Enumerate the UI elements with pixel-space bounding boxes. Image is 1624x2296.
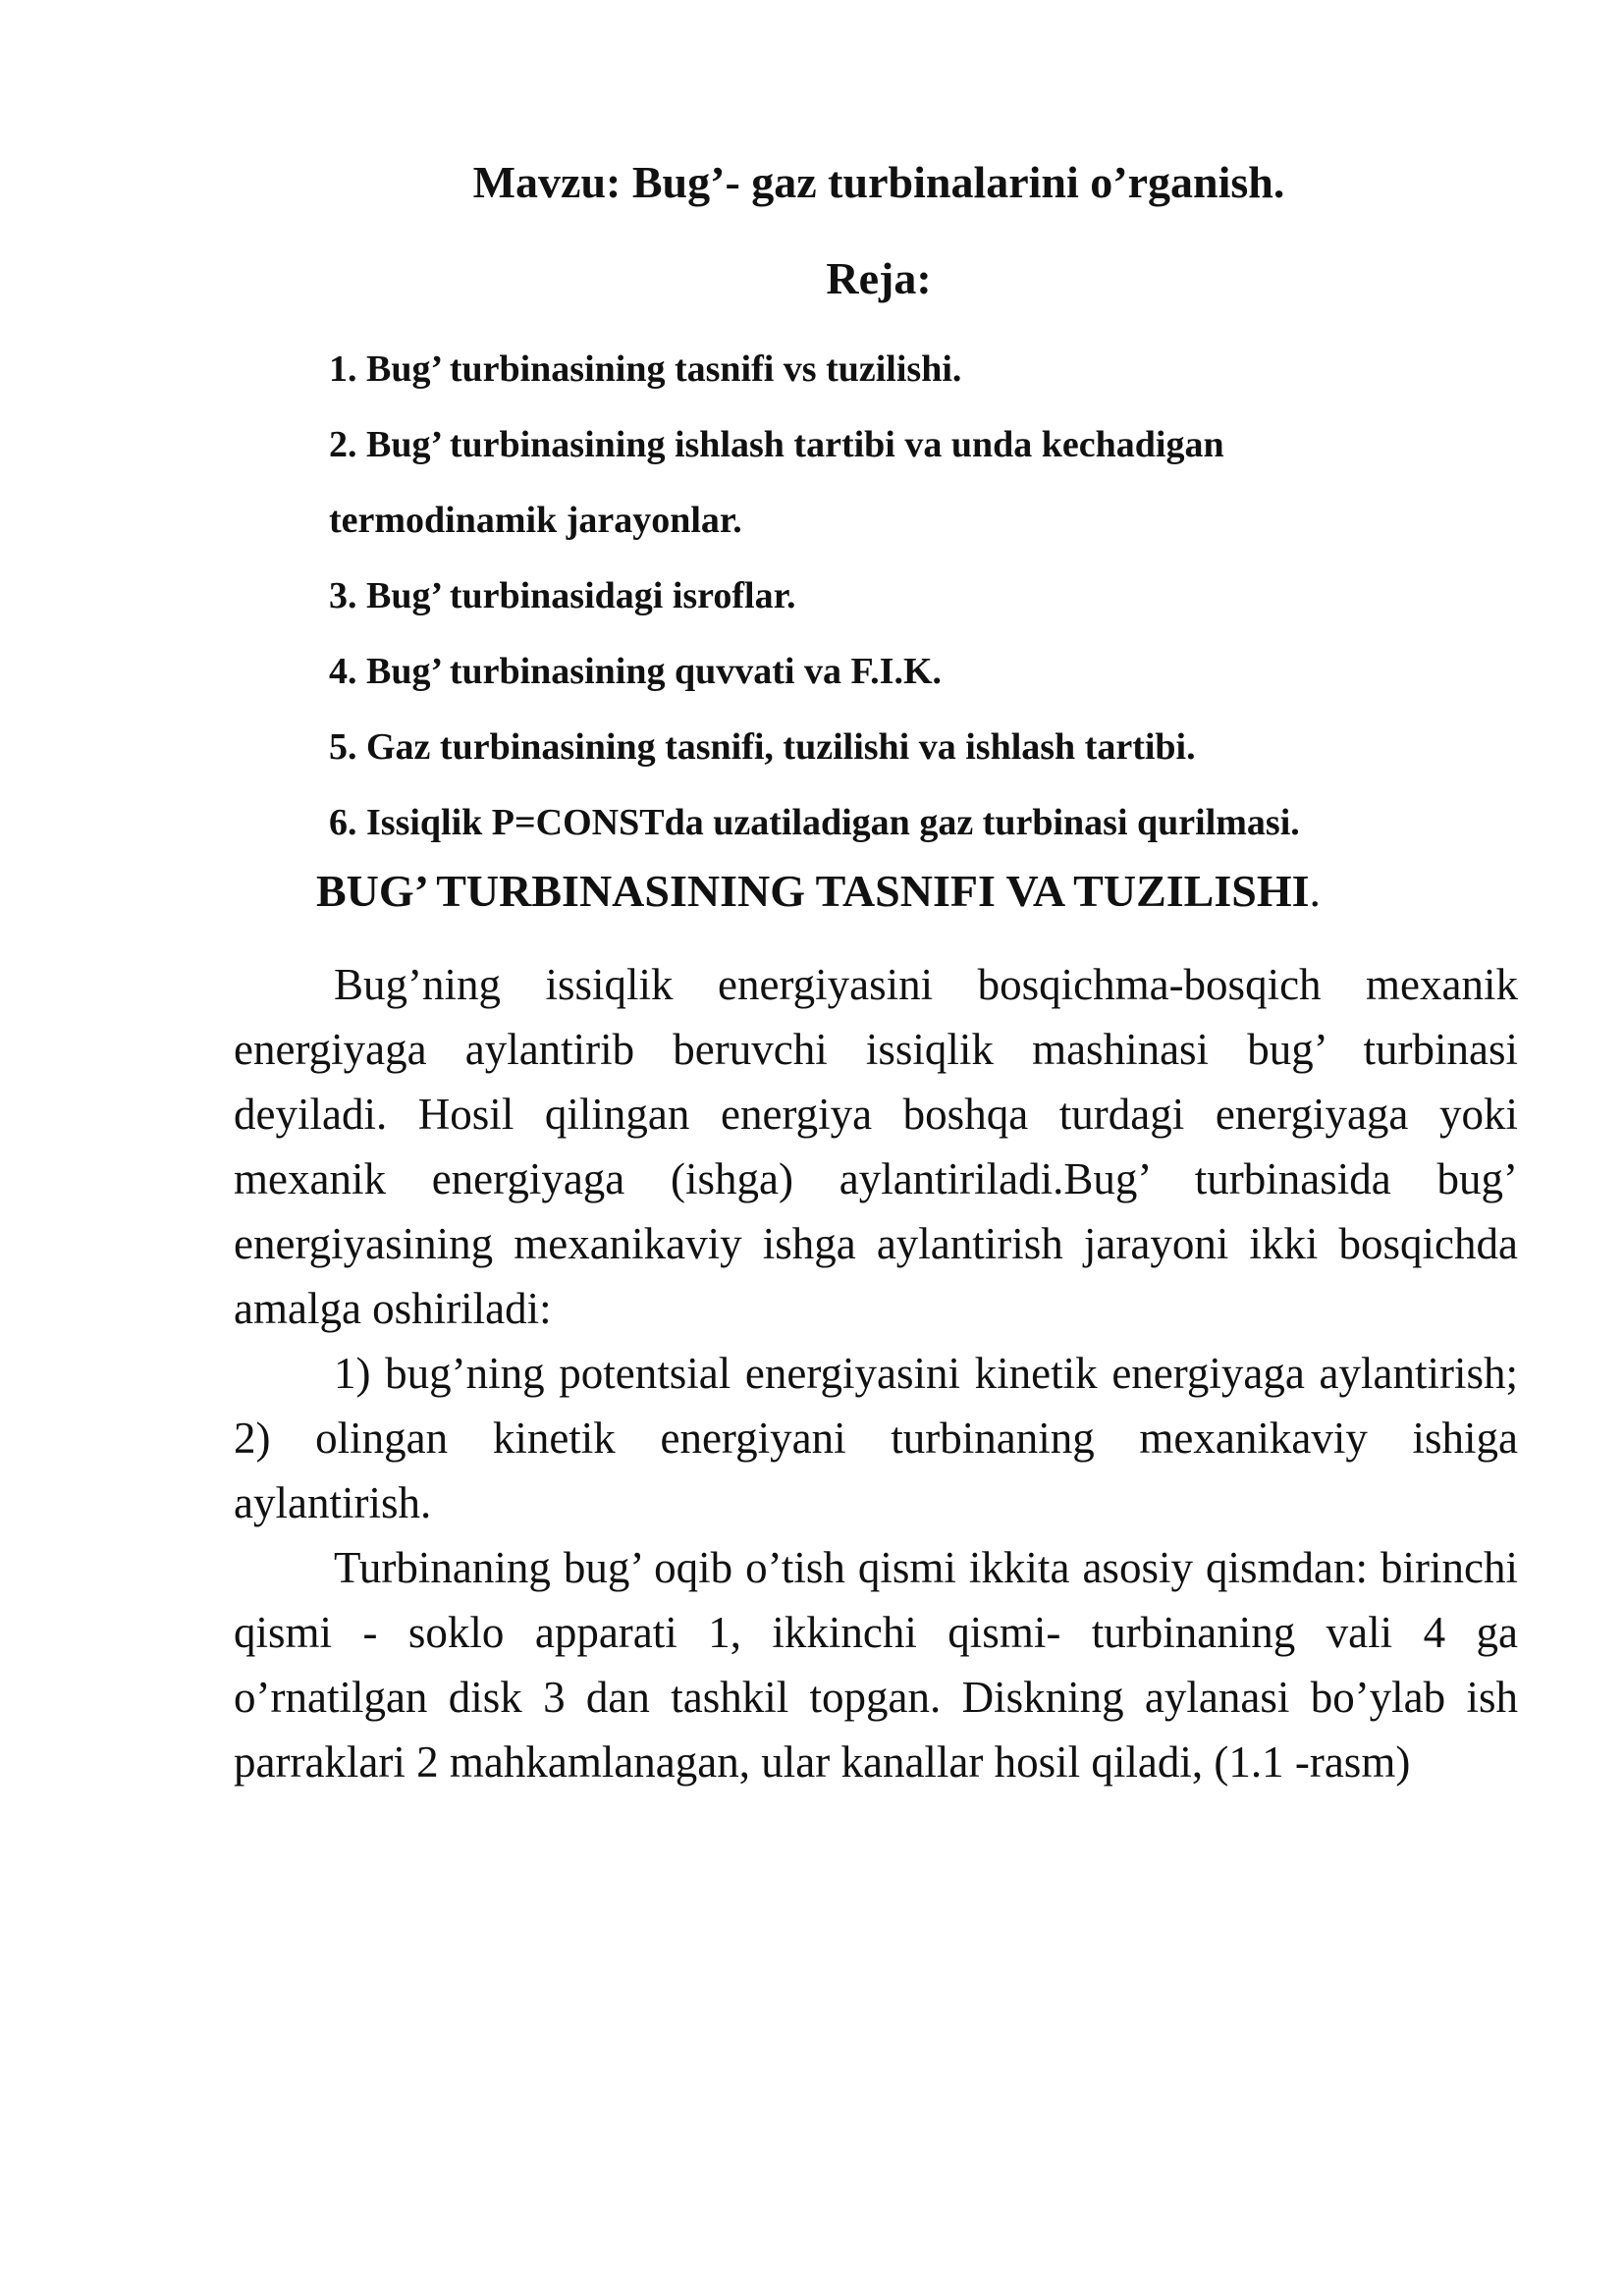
plan-item: 6. Issiqlik P=CONSTda uzatiladigan gaz turbinasi qurilmasi.: [329, 802, 1300, 843]
plan-heading-container: [0, 251, 1624, 306]
paragraph: Bug’ning issiqlik energiyasini bosqichma-bosqich mexanik energiyaga aylantirib beruvchi issiqlik mashinasi bug’ turbinasi deyiladi. Hosil qilingan energiya boshqa turdagi energiyaga yoki mexanik energiyaga (ishga) aylantiriladi.Bug’ turbinasida bug’ energiyasining mexanikaviy ishga aylantirish jarayoni ikki bosqichda amalga oshiriladi:: [234, 960, 1518, 1333]
plan-heading: Reja:: [826, 253, 932, 303]
title-container: [0, 155, 1624, 210]
section-heading: [316, 864, 1321, 919]
plan-item: 4. Bug’ turbinasining quvvati va F.I.K.: [329, 651, 943, 692]
page-title: Mavzu: Bug’- gaz turbinalarini o’rganish.: [472, 157, 1285, 207]
paragraph: Turbinaning bug’ oqib o’tish qismi ikkita asosiy qismdan: birinchi qismi - soklo apparati 1, ikkinchi qismi- turbinaning vali 4 ga o’rnatilgan disk 3 dan tashkil topgan. Diskning aylanasi bo’ylab ish parraklari 2 mahkamlanagan, ular kanallar hosil qiladi, (1.1 -rasm): [234, 1543, 1518, 1787]
body-text: [234, 952, 1518, 1794]
plan-item: termodinamik jarayonlar.: [329, 500, 742, 541]
plan-item: 2. Bug’ turbinasining ishlash tartibi va unda kechadigan: [329, 424, 1224, 465]
plan-list: [329, 332, 1537, 861]
plan-item: 3. Bug’ turbinasidagi isroflar.: [329, 575, 796, 616]
section-heading-period: .: [1309, 866, 1322, 916]
plan-item: 1. Bug’ turbinasining tasnifi vs tuzilishi.: [329, 348, 962, 390]
section-heading-text: BUG’ TURBINASINING TASNIFI VA TUZILISHI: [316, 866, 1310, 916]
plan-item: 5. Gaz turbinasining tasnifi, tuzilishi va ishlash tartibi.: [329, 726, 1196, 768]
paragraph: 1) bug’ning potentsial energiyasini kinetik energiyaga aylantirish; 2) olingan kinetik energiyani turbinaning mexanikaviy ishiga aylantirish.: [234, 1349, 1518, 1527]
